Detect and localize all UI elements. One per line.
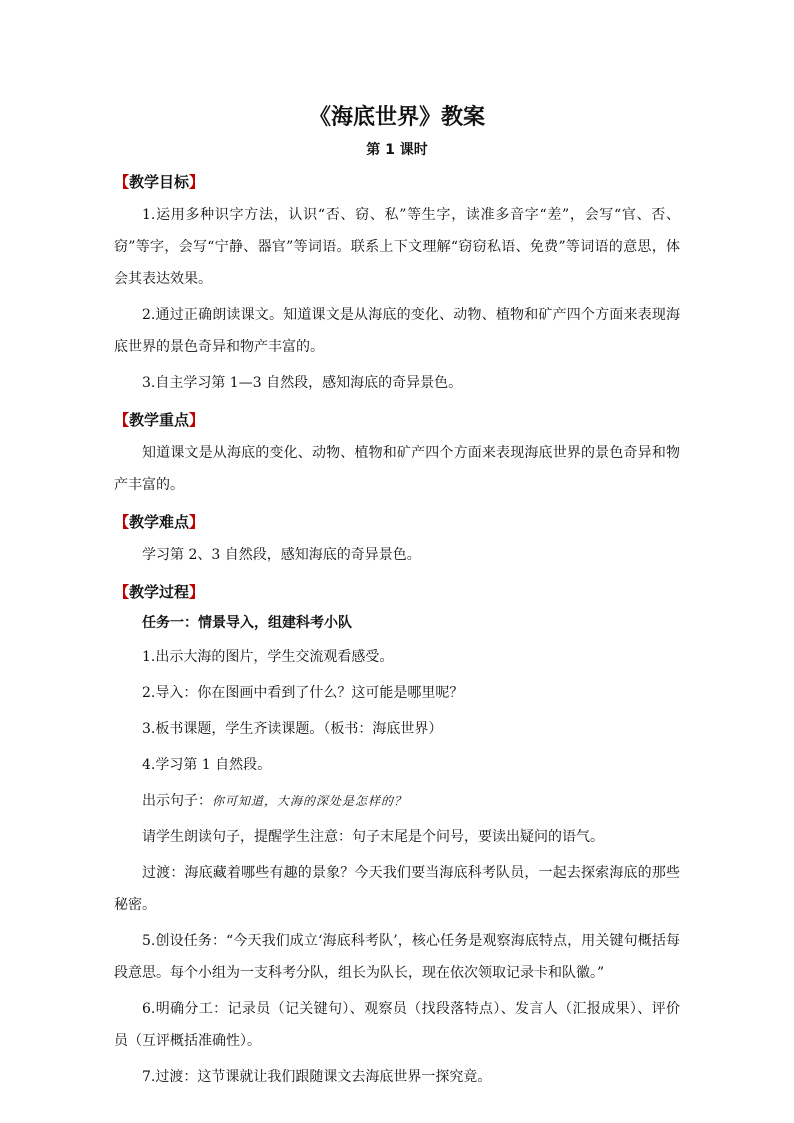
process-step-1: 1.出示大海的图片，学生交流观看感受。 xyxy=(142,649,394,665)
process-step-7: 7.过渡：这节课就让我们跟随课文去海底世界一探究竟。 xyxy=(142,1069,492,1085)
keypoints-text: 知道课文是从海底的变化、动物、植物和矿产四个方面来表现海底世界的景色奇异和物产丰富的。 xyxy=(114,445,680,493)
lesson-period: 第 1 课时 xyxy=(366,142,428,158)
difficulties-text: 学习第 2、3 自然段，感知海底的奇异景色。 xyxy=(142,547,421,563)
objective-item-3: 3.自主学习第 1—3 自然段，感知海底的奇异景色。 xyxy=(142,375,463,391)
remind-text: 请学生朗读句子，提醒学生注意：句子末尾是个问号，要读出疑问的语气。 xyxy=(142,829,604,845)
section-heading-difficulties: 【教学难点】 xyxy=(114,513,205,531)
show-sentence-prefix: 出示句子： xyxy=(142,793,212,809)
process-step-3: 3.板书课题，学生齐读课题。（板书：海底世界） xyxy=(142,721,443,737)
objective-item-2: 2.通过正确朗读课文。知道课文是从海底的变化、动物、植物和矿产四个方面来表现海底世界的景色奇异和物产丰富的。 xyxy=(114,307,680,355)
show-sentence-quote: 你可知道，大海的深处是怎样的？ xyxy=(212,794,408,808)
objective-item-1: 1.运用多种识字方法，认识“否、窃、私”等生字，读准多音字“差”，会写“官、否、窃”等字，会写“宁静、器官”等词语。联系上下文理解“窃窃私语、免费”等词语的意思，体会其表达效果。 xyxy=(114,207,680,287)
transition-text: 过渡：海底藏着哪些有趣的景象？今天我们要当海底科考队员，一起去探索海底的那些秘密。 xyxy=(114,865,680,913)
process-step-6: 6.明确分工：记录员（记关键句）、观察员（找段落特点）、发言人（汇报成果）、评价员（互评概括准确性）。 xyxy=(114,1001,680,1049)
document-body xyxy=(114,101,680,1093)
section-heading-objectives: 【教学目标】 xyxy=(114,173,205,191)
task-1-title: 任务一：情景导入，组建科考小队 xyxy=(142,615,352,631)
process-step-5: 5.创设任务：“今天我们成立‘海底科考队’，核心任务是观察海底特点，用关键句概括每段意思。每个小组为一支科考分队，组长为队长，现在依次领取记录卡和队徽。” xyxy=(114,933,680,981)
process-step-4: 4.学习第 1 自然段。 xyxy=(142,757,272,773)
document-title: 《海底世界》教案 xyxy=(308,105,485,130)
show-sentence-line xyxy=(114,785,680,817)
section-heading-process: 【教学过程】 xyxy=(114,583,205,601)
section-heading-keypoints: 【教学重点】 xyxy=(114,411,205,429)
process-step-2: 2.导入：你在图画中看到了什么？这可能是哪里呢？ xyxy=(142,685,464,701)
